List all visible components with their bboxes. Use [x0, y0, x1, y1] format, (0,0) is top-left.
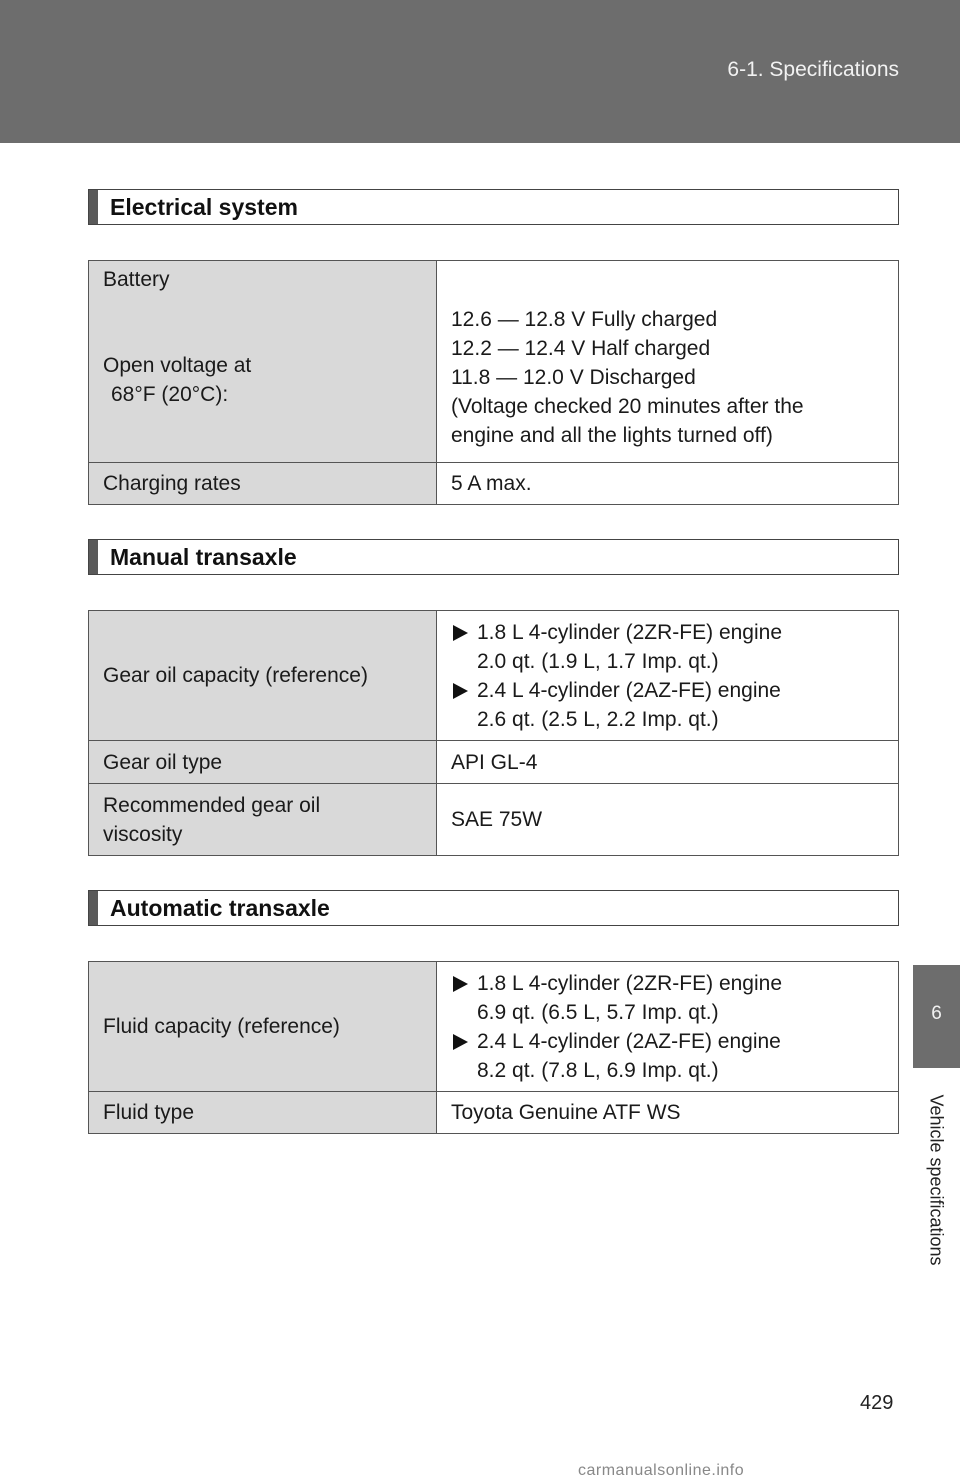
- list-item: [451, 969, 884, 998]
- manual-table: [88, 610, 899, 856]
- voltage-line: 12.2 — 12.4 V Half charged: [451, 337, 711, 360]
- heading-text: Manual transaxle: [110, 544, 297, 570]
- battery-label: Battery: [103, 268, 170, 291]
- gear-oil-type-value: API GL-4: [437, 741, 899, 784]
- voltage-line: 11.8 — 12.0 V Discharged: [451, 366, 696, 389]
- heading-text: Automatic transaxle: [110, 895, 330, 921]
- chapter-tab[interactable]: [913, 965, 960, 1068]
- gear-oil-type-label: Gear oil type: [89, 741, 437, 784]
- heading-manual-transaxle: [88, 539, 899, 575]
- fluid-type-label: Fluid type: [89, 1092, 437, 1134]
- fluid-capacity-value: [437, 962, 899, 1092]
- list-item: [451, 676, 884, 705]
- arrow-icon: [453, 625, 468, 641]
- battery-label-cell: [89, 261, 437, 463]
- voltage-line: (Voltage checked 20 minutes after the: [451, 395, 804, 418]
- heading-electrical-system: [88, 189, 899, 225]
- capacity-amount: 8.2 qt. (7.8 L, 6.9 Imp. qt.): [477, 1058, 719, 1082]
- table-row: [89, 962, 899, 1092]
- section-title: 6-1. Specifications: [727, 58, 899, 81]
- heading-bar: [89, 190, 98, 224]
- engine-name: 2.4 L 4-cylinder (2AZ-FE) engine: [477, 1029, 781, 1053]
- engine-name: 1.8 L 4-cylinder (2ZR-FE) engine: [477, 620, 783, 644]
- capacity-amount: 2.0 qt. (1.9 L, 1.7 Imp. qt.): [477, 649, 719, 673]
- heading-automatic-transaxle: [88, 890, 899, 926]
- open-voltage-temp: 68°F (20°C):: [111, 383, 229, 406]
- chapter-number: 6: [931, 1003, 942, 1024]
- table-row: [89, 1092, 899, 1134]
- fluid-type-value: Toyota Genuine ATF WS: [437, 1092, 899, 1134]
- voltage-line: 12.6 — 12.8 V Fully charged: [451, 308, 718, 331]
- label-line: Recommended gear oil: [103, 793, 321, 817]
- table-row: [89, 741, 899, 784]
- capacity-amount: 2.6 qt. (2.5 L, 2.2 Imp. qt.): [477, 707, 719, 731]
- voltage-line: engine and all the lights turned off): [451, 424, 773, 447]
- heading-bar: [89, 540, 98, 574]
- fluid-capacity-label: Fluid capacity (reference): [89, 962, 437, 1092]
- gear-oil-capacity-label: Gear oil capacity (reference): [89, 611, 437, 741]
- arrow-icon: [453, 976, 468, 992]
- list-item: [451, 1027, 884, 1056]
- label-line: viscosity: [103, 822, 183, 846]
- heading-text: Electrical system: [110, 194, 298, 220]
- gear-oil-viscosity-value: SAE 75W: [437, 784, 899, 856]
- capacity-amount: 6.9 qt. (6.5 L, 5.7 Imp. qt.): [477, 1000, 719, 1024]
- page-number: 429: [860, 1392, 894, 1414]
- watermark-text[interactable]: carmanualsonline.info: [578, 1462, 745, 1479]
- engine-name: 1.8 L 4-cylinder (2ZR-FE) engine: [477, 971, 783, 995]
- charging-label: Charging rates: [89, 463, 437, 505]
- table-row: [89, 463, 899, 505]
- arrow-icon: [453, 1034, 468, 1050]
- engine-name: 2.4 L 4-cylinder (2AZ-FE) engine: [477, 678, 781, 702]
- list-item: [451, 618, 884, 647]
- gear-oil-capacity-value: [437, 611, 899, 741]
- gear-oil-viscosity-label: [89, 784, 437, 856]
- open-voltage-label: Open voltage at: [103, 354, 252, 377]
- header-band: [0, 0, 960, 143]
- table-row: [89, 784, 899, 856]
- table-row: [89, 261, 899, 463]
- table-row: [89, 611, 899, 741]
- chapter-label: Vehicle specifications: [926, 1094, 947, 1266]
- arrow-icon: [453, 683, 468, 699]
- battery-voltage-cell: [437, 261, 899, 463]
- electrical-table: [88, 260, 899, 505]
- automatic-table: [88, 961, 899, 1134]
- heading-bar: [89, 891, 98, 925]
- charging-value: 5 A max.: [437, 463, 899, 505]
